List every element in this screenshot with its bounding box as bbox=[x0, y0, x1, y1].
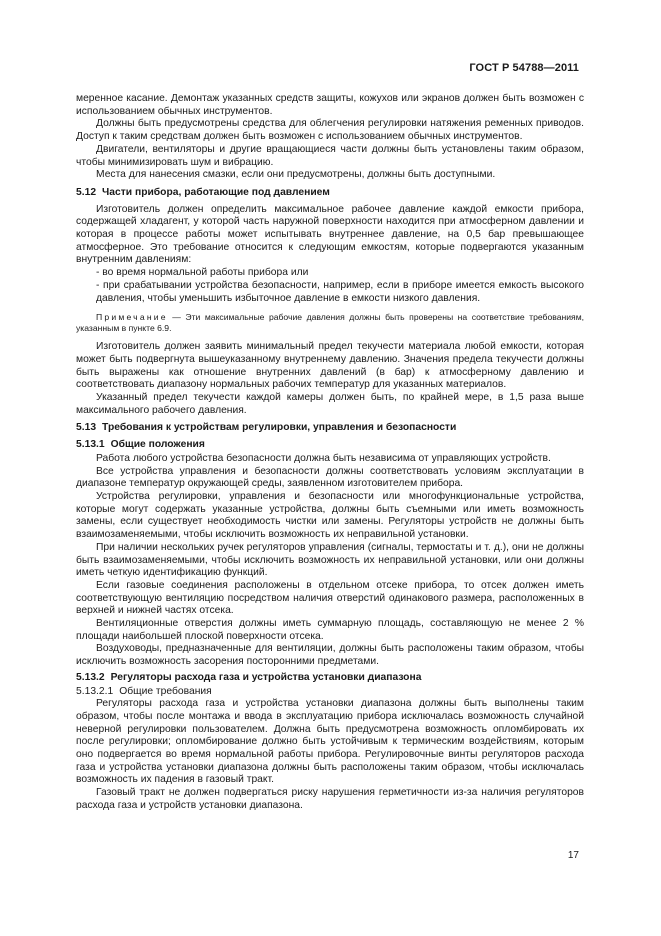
page-number: 17 bbox=[567, 850, 579, 861]
paragraph: Должны быть предусмотрены средства для облегчения регулировки натяжения ременных приводов. Доступ к таким средствам должен быть возможен с использованием обычных инструментов. bbox=[76, 118, 584, 143]
paragraph: Регуляторы расхода газа и устройства установки диапазона должны быть выполнены таким образом, чтобы после монтажа и ввода в эксплуатацию прибора исключалась возможность случайной неверной регулировки пользователем. Должна быть предусмотрена возможность опломбировать их после регулировки; опломбирование должно быть устойчивым к термическим воздействиям, которым оно подвергается во время нормальной работы прибора. Регулировочные винты регуляторов расхода газа и устройства установки диапазона должны быть расположены таким образом, чтобы исключалась возможность их падения в газовый тракт. bbox=[76, 698, 584, 786]
section-title: Общие требования bbox=[119, 685, 212, 697]
paragraph: Изготовитель должен определить максимальное рабочее давление каждой емкости прибора, содержащей хладагент, у которой часть наружной поверхности находится при атмосферном давлении и которая в процессе работы может испытывать внутреннее давление, на 0,5 бар превышающее атмосферное. Это требование относится к следующим емкостям, которые подвергаются указанным внутренним давлениям: bbox=[76, 203, 584, 266]
list-item: - при срабатывании устройства безопасности, например, если в приборе имеется емкость высокого давления, чтобы уменьшить избыточное давление в емкости низкого давления. bbox=[96, 279, 584, 304]
paragraph: Воздуховоды, предназначенные для вентиляции, должны быть расположены таким образом, чтобы исключить возможность засорения посторонними предметами. bbox=[76, 643, 584, 668]
paragraph: При наличии нескольких ручек регуляторов управления (сигналы, термостаты и т. д.), они не должны быть взаимозаменяемыми, чтобы исключить возможность их неправильной установки, или они должны иметь четкую идентификацию функций. bbox=[76, 541, 584, 579]
section-heading-5-13-2 bbox=[76, 672, 584, 685]
section-heading-5-13-2-1 bbox=[76, 686, 584, 699]
paragraph: Если газовые соединения расположены в отдельном отсеке прибора, то отсек должен иметь соответствующую вентиляцию посредством наличия отверстий одинакового размера, расположенных в верхней и нижней частях отсека. bbox=[76, 579, 584, 617]
paragraph: Места для нанесения смазки, если они предусмотрены, должны быть доступными. bbox=[96, 169, 496, 181]
section-number: 5.13.1 bbox=[76, 439, 105, 451]
list-item: - во время нормальной работы прибора или bbox=[96, 267, 309, 279]
section-heading-5-13-1 bbox=[76, 439, 584, 452]
paragraph: Указанный предел текучести каждой камеры должен быть, по крайней мере, в 1,5 раза выше максимального рабочего давления. bbox=[76, 392, 584, 416]
section-title: Регуляторы расхода газа и устройства установки диапазона bbox=[110, 671, 422, 683]
section-number: 5.13.2.1 bbox=[76, 685, 114, 697]
page-content bbox=[76, 93, 584, 813]
standard-header: ГОСТ Р 54788—2011 bbox=[469, 62, 579, 74]
note-label: Примечание bbox=[96, 312, 168, 323]
paragraph: Устройства регулировки, управления и безопасности или многофункциональные устройства, которые могут содержать указанные устройства, должны быть съемными или иметь возможность замены, если существует необходимость чистки или замены. Регуляторы устройств не должны быть взаимозаменяемыми, чтобы исключить возможность их неправильной установки. bbox=[76, 490, 584, 541]
section-title: Части прибора, работающие под давлением bbox=[102, 186, 330, 198]
section-heading-5-12 bbox=[76, 187, 584, 200]
section-number: 5.13.2 bbox=[76, 671, 105, 683]
note-text: — Эти максимальные рабочие давления должны быть проверены на соответствие требованиям, указанным в пункте 6.9. bbox=[76, 312, 584, 334]
paragraph: Работа любого устройства безопасности должна быть независима от управляющих устройств. bbox=[96, 452, 551, 464]
paragraph: Газовый тракт не должен подвергаться риску нарушения герметичности из-за наличия регуляторов расхода газа и устройств установки диапазона. bbox=[76, 787, 584, 811]
section-title: Требования к устройствам регулировки, управления и безопасности bbox=[102, 422, 457, 434]
note bbox=[76, 312, 584, 334]
paragraph: Вентиляционные отверстия должны иметь суммарную площадь, составляющую не менее 2 % площади наибольшей плоской поверхности отсека. bbox=[76, 618, 584, 642]
paragraph: Изготовитель должен заявить минимальный предел текучести материала любой емкости, которая может быть подвергнута вышеуказанному внутреннему давлению. Значения предела текучести должны быть выражены как отношение внутренних давлений (в бар) к атмосферному давлению и соответствовать диапазону нормальных рабочих температур для указанных материалов. bbox=[76, 341, 584, 391]
paragraph: Все устройства управления и безопасности должны соответствовать условиям эксплуатации в диапазоне температур окружающей среды, заявленном изготовителем прибора. bbox=[76, 465, 584, 490]
section-number: 5.13 bbox=[76, 422, 97, 434]
paragraph: меренное касание. Демонтаж указанных средств защиты, кожухов или экранов должен быть возможен с использованием обычных инструментов. bbox=[76, 93, 584, 117]
section-number: 5.12 bbox=[76, 186, 97, 198]
section-title: Общие положения bbox=[110, 439, 205, 451]
paragraph: Двигатели, вентиляторы и другие вращающиеся части должны быть установлены таким образом, чтобы минимизировать шум и вибрацию. bbox=[76, 143, 584, 168]
section-heading-5-13 bbox=[76, 422, 584, 435]
